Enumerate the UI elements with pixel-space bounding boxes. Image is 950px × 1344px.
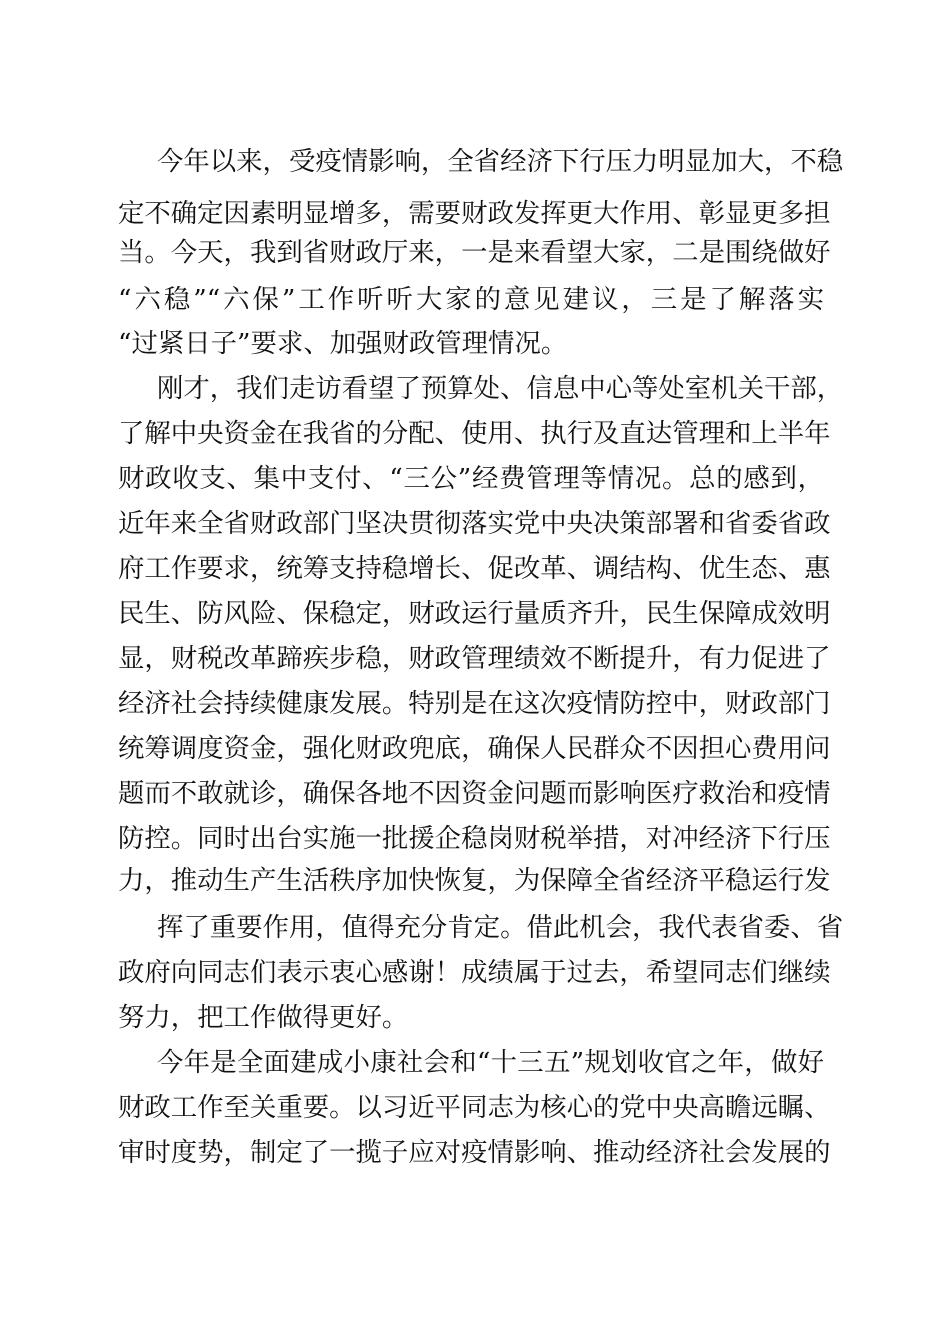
paragraph-2-line-2: 了解中央资金在我省的分配、使用、执行及直达管理和上半年 bbox=[118, 418, 831, 449]
paragraph-3-line-1: 挥了重要作用，值得充分肯定。借此机会，我代表省委、省 bbox=[157, 912, 844, 943]
paragraph-2-line-7: 显，财税改革蹄疾步稳，财政管理绩效不断提升，有力促进了 bbox=[118, 643, 831, 674]
paragraph-4-line-2: 财政工作至关重要。以习近平同志为核心的党中央高瞻远瞩、 bbox=[118, 1092, 831, 1123]
paragraph-1-line-1: 今年以来，受疫情影响，全省经济下行压力明显加大，不稳 bbox=[157, 146, 844, 177]
paragraph-2-line-11: 防控。同时出台实施一批援企稳岗财税举措，对冲经济下行压 bbox=[118, 823, 831, 854]
paragraph-1-line-5: “过紧日子”要求、加强财政管理情况。 bbox=[118, 328, 568, 359]
paragraph-4-line-1: 今年是全面建成小康社会和“十三五”规划收官之年，做好 bbox=[157, 1047, 824, 1078]
paragraph-2-line-9: 统筹调度资金，强化财政兜底，确保人民群众不因担心费用问 bbox=[118, 733, 831, 764]
paragraph-3-line-3: 努力，把工作做得更好。 bbox=[118, 1002, 409, 1033]
paragraph-2-line-1: 刚才，我们走访看望了预算处、信息中心等处室机关干部， bbox=[157, 373, 844, 404]
paragraph-2-line-6: 民生、防风险、保稳定，财政运行量质齐升，民生保障成效明 bbox=[118, 598, 831, 629]
paragraph-2-line-12: 力，推动生产生活秩序加快恢复，为保障全省经济平稳运行发 bbox=[118, 865, 831, 896]
paragraph-1-line-4: “六稳”“六保”工作听听大家的意见建议，三是了解落实 bbox=[118, 284, 824, 315]
paragraph-2-line-5: 府工作要求，统筹支持稳增长、促改革、调结构、优生态、惠 bbox=[118, 553, 831, 584]
paragraph-2-line-10: 题而不敢就诊，确保各地不因资金问题而影响医疗救治和疫情 bbox=[118, 778, 831, 809]
paragraph-2-line-4: 近年来全省财政部门坚决贯彻落实党中央决策部署和省委省政 bbox=[118, 508, 831, 539]
paragraph-2-line-3: 财政收支、集中支付、“三公”经费管理等情况。总的感到， bbox=[118, 463, 824, 494]
paragraph-2-line-8: 经济社会持续健康发展。特别是在这次疫情防控中，财政部门 bbox=[118, 688, 831, 719]
paragraph-4-line-3: 审时度势，制定了一揽子应对疫情影响、推动经济社会发展的 bbox=[118, 1137, 831, 1168]
paragraph-1-line-2: 定不确定因素明显增多，需要财政发挥更大作用、彰显更多担 bbox=[118, 198, 831, 229]
paragraph-3-line-2: 政府向同志们表示衷心感谢！成绩属于过去，希望同志们继续 bbox=[118, 957, 831, 988]
paragraph-1-line-3: 当。今天，我到省财政厅来，一是来看望大家，二是围绕做好 bbox=[118, 237, 831, 268]
